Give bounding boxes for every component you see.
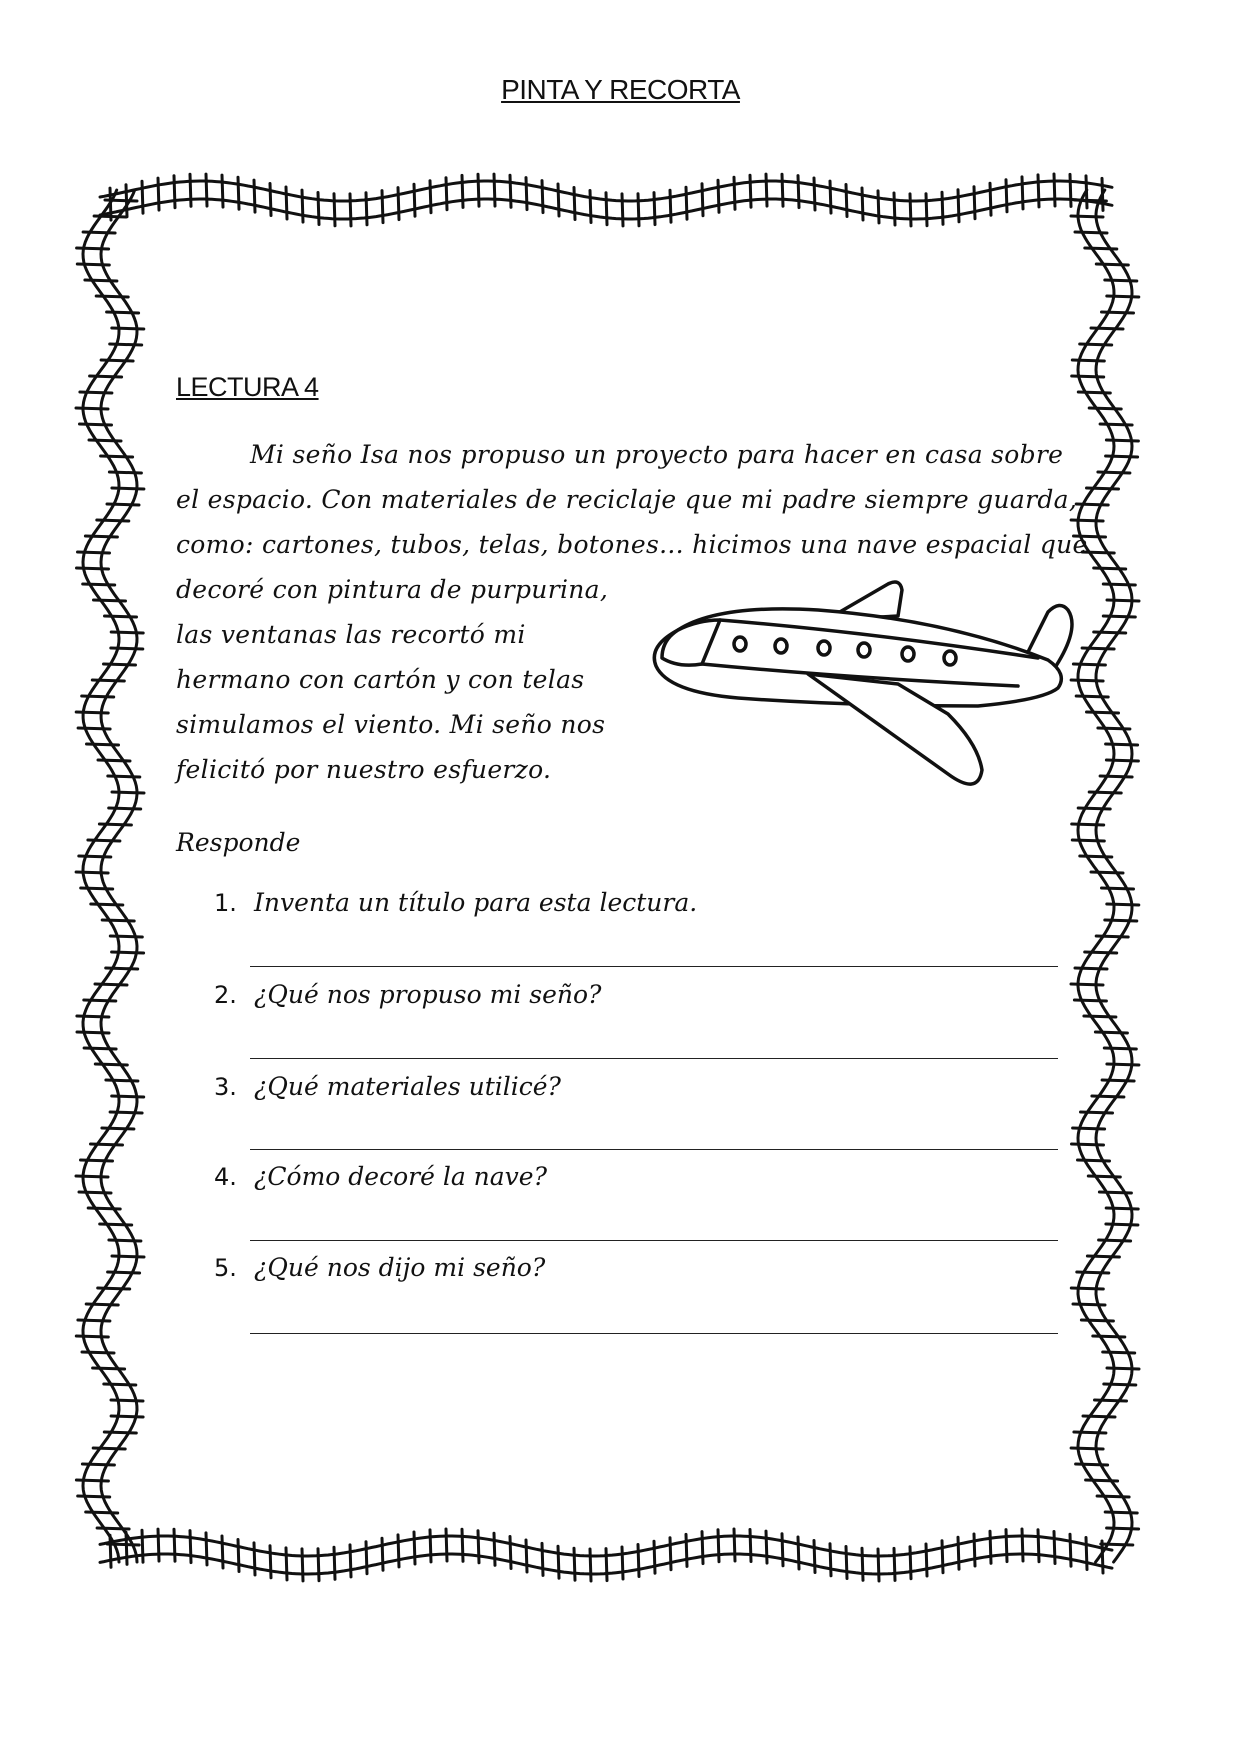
reading-line: simulamos el viento. Mi seño nos [176,710,606,739]
reading-line: hermano con cartón y con telas [176,665,585,694]
question-text: ¿Qué nos propuso mi seño? [254,980,602,1009]
answer-line[interactable] [250,1149,1058,1150]
reading-line: como: cartones, tubos, telas, botones... hicimos una nave espacial que [176,530,1088,559]
question-item [214,888,697,917]
airplane-icon [648,574,1090,814]
answer-line[interactable] [250,1333,1058,1334]
reading-line: el espacio. Con materiales de reciclaje que mi padre siempre guarda, [176,485,1078,514]
question-item [214,980,601,1009]
question-number: 1. [214,889,237,917]
reading-line: las ventanas las recortó mi [176,620,526,649]
reading-title: LECTURA 4 [176,372,319,402]
question-number: 3. [214,1073,237,1101]
question-number: 5. [214,1254,237,1282]
question-text: ¿Qué materiales utilicé? [254,1072,561,1101]
reading-line: Mi seño Isa nos propuso un proyecto para hacer en casa sobre [250,440,1064,469]
question-number: 4. [214,1163,237,1191]
question-item [214,1253,545,1282]
answer-line[interactable] [250,1058,1058,1059]
reading-line: decoré con pintura de purpurina, [176,575,609,604]
question-number: 2. [214,981,237,1009]
answer-line[interactable] [250,1240,1058,1241]
question-text: Inventa un título para esta lectura. [254,888,698,917]
page-title: PINTA Y RECORTA [501,74,740,105]
question-text: ¿Qué nos dijo mi seño? [254,1253,546,1282]
reading-line: felicitó por nuestro esfuerzo. [176,755,552,784]
question-text: ¿Cómo decoré la nave? [254,1162,548,1191]
responde-label: Responde [176,828,301,857]
question-item [214,1072,561,1101]
question-item [214,1162,547,1191]
answer-line[interactable] [250,966,1058,967]
